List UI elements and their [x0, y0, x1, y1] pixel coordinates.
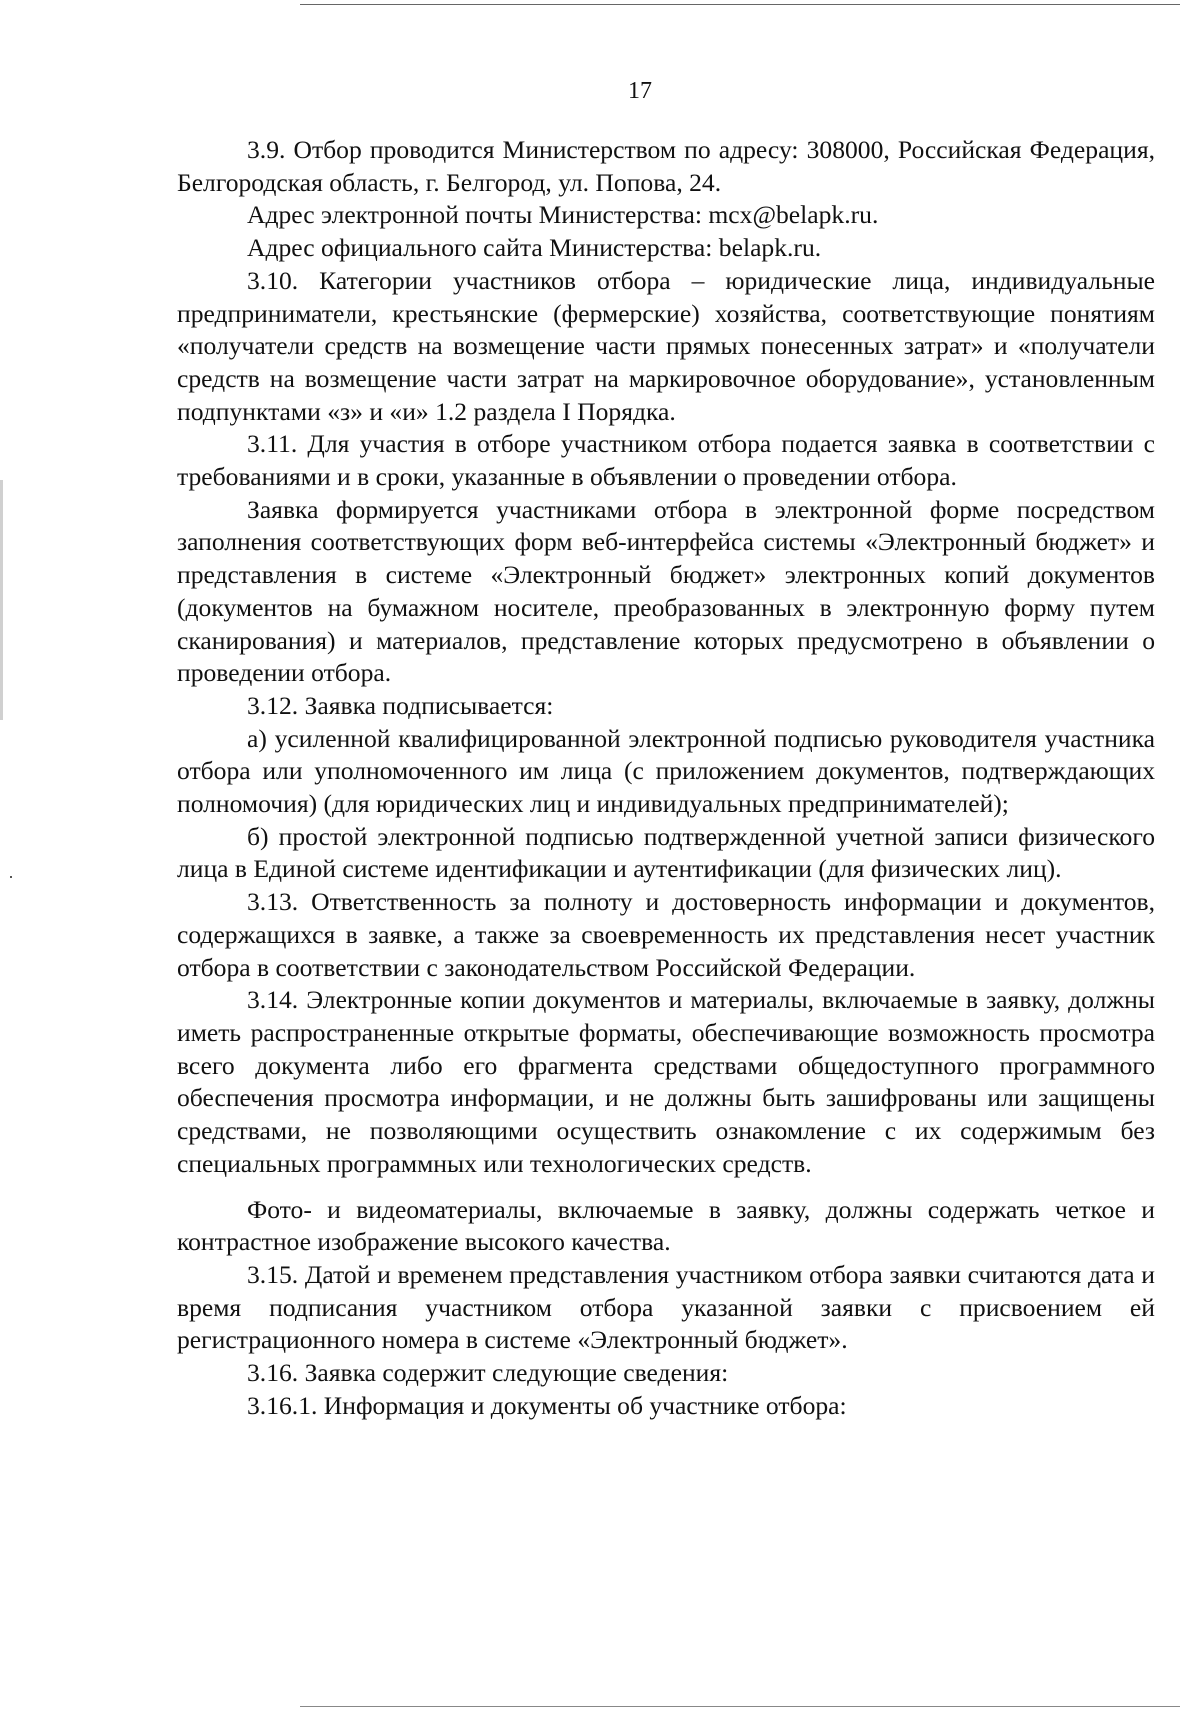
- paragraph-3-12-b: б) простой электронной подписью подтвержденной учетной записи физического лица в Единой системе идентификации и аутентификации (для физических лиц).: [177, 821, 1155, 884]
- paragraph-3-9: 3.9. Отбор проводится Министерством по адресу: 308000, Российская Федерация, Белгородская область, г. Белгород, ул. Попова, 24.: [177, 135, 1155, 197]
- paragraph-email: Адрес электронной почты Министерства: mcx@belapk.ru.: [247, 200, 879, 230]
- page-number: 17: [628, 78, 652, 104]
- paragraph-3-12-a: а) усиленной квалифицированной электронной подписью руководителя участника отбора или уполномоченного им лица (с приложением документов, подтверждающих полномочия) (для юридических лиц и индивидуальных предпринимателей);: [177, 723, 1155, 819]
- paragraph-3-16-1: 3.16.1. Информация и документы об участнике отбора:: [247, 1390, 847, 1420]
- scan-edge-line-bottom: [300, 1706, 1180, 1707]
- scan-speck: [10, 876, 12, 878]
- paragraph-3-15: 3.15. Датой и временем представления участником отбора заявки считаются дата и время подписания участником отбора указанной заявки с присвоением ей регистрационного номера в системе «Электронный бюджет».: [177, 1259, 1155, 1355]
- paragraph-3-11: 3.11. Для участия в отборе участником отбора подается заявка в соответствии с требованиями и в сроки, указанные в объявлении о проведении отбора.: [177, 429, 1155, 492]
- paragraph-3-13: 3.13. Ответственность за полноту и достоверность информации и документов, содержащихся в заявке, а также за своевременность их представления несет участник отбора в соответствии с законодательством Российской Федерации.: [177, 887, 1155, 982]
- paragraph-application-form: Заявка формируется участниками отбора в электронной форме посредством заполнения соответствующих форм веб-интерфейса системы «Электронный бюджет» и представления в системе «Электронный бюджет» электронных копий документов (документов на бумажном носителе, преобразованных в электронную форму путем сканирования) и материалов, представление которых предусмотрено в объявлении о проведении отбора.: [177, 494, 1155, 688]
- document-body: [177, 134, 1155, 1422]
- paragraph-photo-video: Фото- и видеоматериалы, включаемые в заявку, должны содержать четкое и контрастное изображение высокого качества.: [177, 1194, 1155, 1257]
- paragraph-3-14: 3.14. Электронные копии документов и материалы, включаемые в заявку, должны иметь распространенные открытые форматы, обеспечивающие возможность просмотра всего документа либо его фрагмента средствами общедоступного программного обеспечения просмотра информации, и не должны быть зашифрованы или защищены средствами, не позволяющими осуществить ознакомление с их содержимым без специальных программных или технологических средств.: [177, 985, 1155, 1178]
- scan-edge-line-top: [300, 4, 1180, 5]
- paragraph-3-12: 3.12. Заявка подписывается:: [247, 690, 554, 720]
- scan-edge-mark-left: [0, 480, 3, 720]
- paragraph-3-10: 3.10. Категории участников отбора – юридические лица, индивидуальные предприниматели, крестьянские (фермерские) хозяйства, соответствующие понятиям «получатели средств на возмещение части прямых понесенных затрат» и «получатели средств на возмещение части затрат на маркировочное оборудование», установленным подпунктами «з» и «и» 1.2 раздела I Порядка.: [177, 265, 1155, 426]
- paragraph-3-16: 3.16. Заявка содержит следующие сведения:: [247, 1358, 729, 1388]
- paragraph-website: Адрес официального сайта Министерства: belapk.ru.: [247, 233, 822, 263]
